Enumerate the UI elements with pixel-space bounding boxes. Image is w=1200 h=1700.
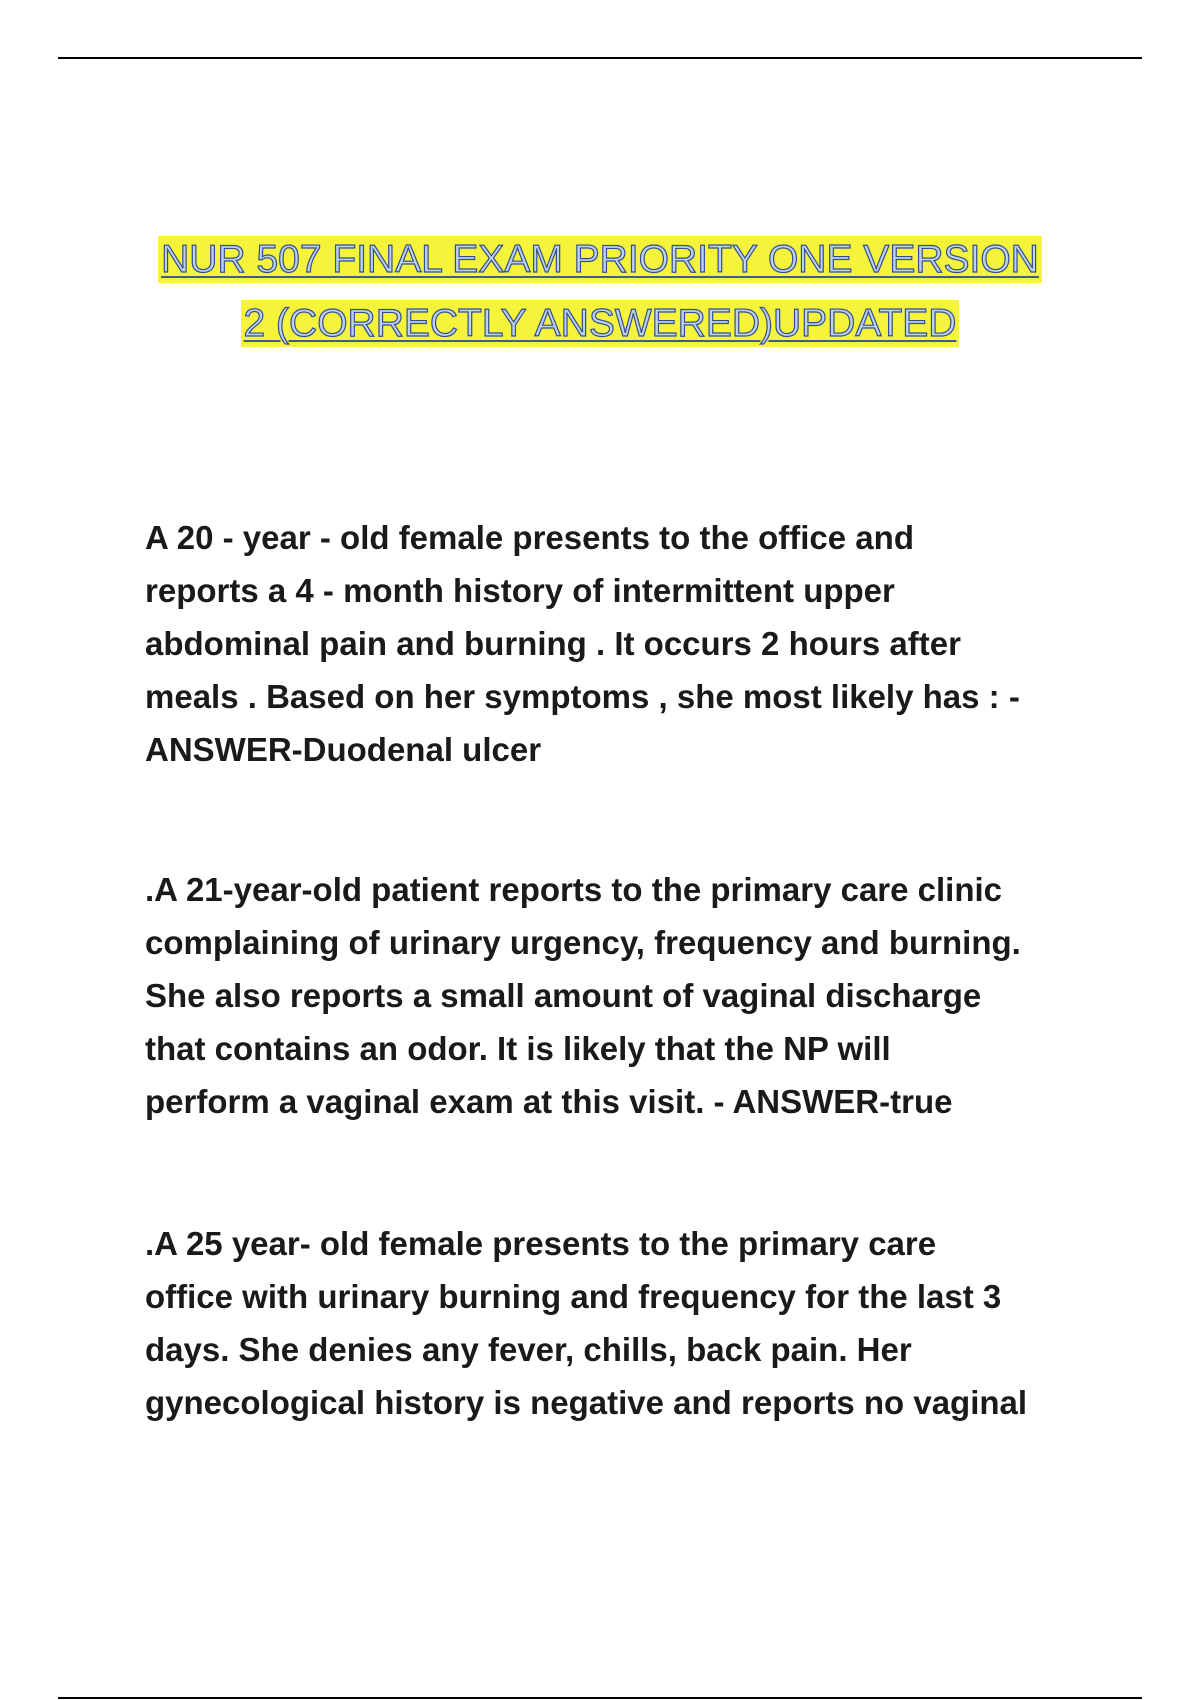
title-line-2: 2 (CORRECTLY ANSWERED)UPDATED <box>241 300 960 347</box>
question-3 <box>145 1217 1105 1429</box>
document-title <box>100 228 1100 356</box>
question-3-line: office with urinary burning and frequency for the last 3 <box>145 1278 1002 1315</box>
question-2-line: complaining of urinary urgency, frequency and burning. <box>145 924 1021 961</box>
title-line-1: NUR 507 FINAL EXAM PRIORITY ONE VERSION <box>158 236 1042 283</box>
question-3-line: gynecological history is negative and reports no vaginal <box>145 1384 1028 1421</box>
top-rule <box>58 57 1142 59</box>
question-2-line: that contains an odor. It is likely that the NP will <box>145 1030 891 1067</box>
bottom-rule <box>58 1697 1142 1699</box>
question-1-line: reports a 4 - month history of intermittent upper <box>145 572 895 609</box>
question-1-answer: ANSWER-Duodenal ulcer <box>145 731 542 768</box>
question-1-line: A 20 - year - old female presents to the office and <box>145 519 914 556</box>
question-2 <box>145 863 1105 1128</box>
question-1-line: meals . Based on her symptoms , she most likely has : - <box>145 678 1020 715</box>
question-2-answer: perform a vaginal exam at this visit. - ANSWER-true <box>145 1083 953 1120</box>
question-1-line: abdominal pain and burning . It occurs 2 hours after <box>145 625 961 662</box>
question-2-line: .A 21-year-old patient reports to the primary care clinic <box>145 871 1003 908</box>
question-1 <box>145 511 1105 776</box>
question-2-line: She also reports a small amount of vaginal discharge <box>145 977 982 1014</box>
question-3-line: days. She denies any fever, chills, back pain. Her <box>145 1331 912 1368</box>
question-3-line: .A 25 year- old female presents to the primary care <box>145 1225 937 1262</box>
